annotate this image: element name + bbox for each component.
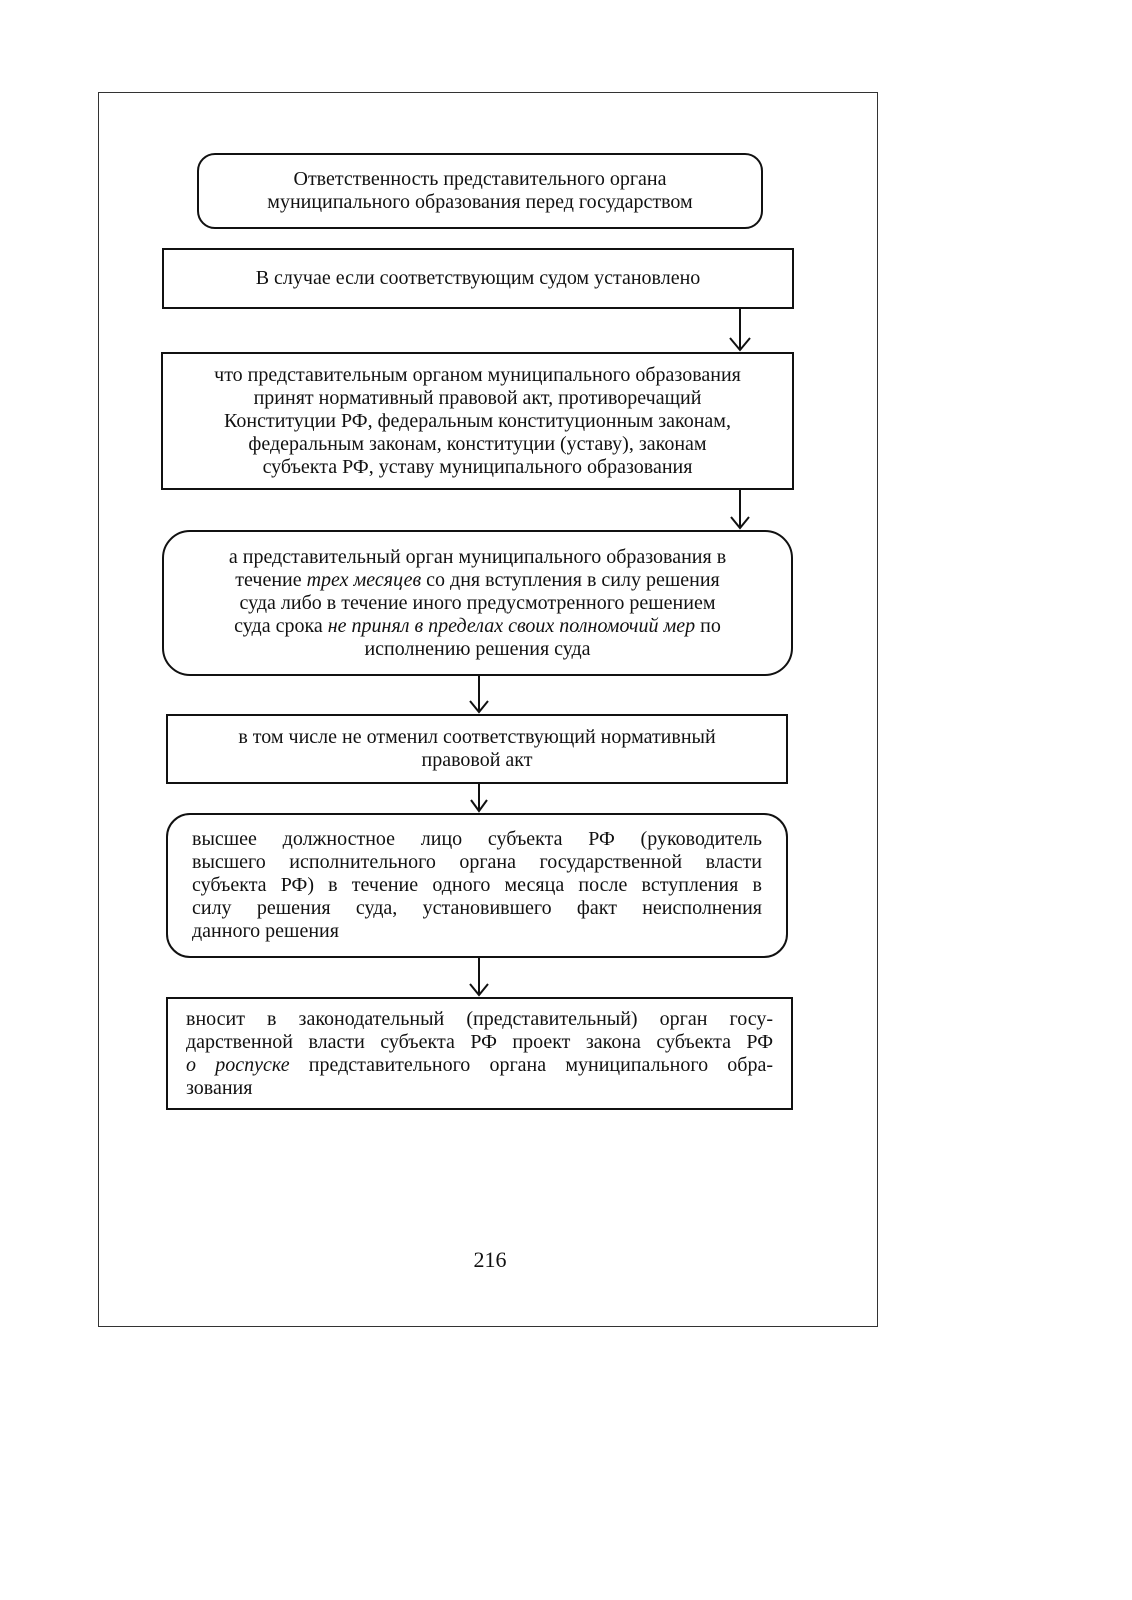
dissolution-line-2: дарственной власти субъекта РФ проект закона субъекта РФ — [186, 1030, 773, 1053]
not-repealed-box — [166, 714, 788, 784]
contradicting-act-line-2: принят нормативный правовой акт, противоречащий — [253, 386, 702, 409]
no-measures-emphasis: не принял в пределах своих полномочий мер — [327, 614, 696, 637]
governor-line-2: высшего исполнительного органа государственной власти — [192, 851, 762, 873]
not-repealed-line-2: правовой акт — [421, 749, 533, 771]
governor-line-5: данного решения — [192, 920, 339, 942]
court-established-text: В случае если соответствующим судом установлено — [255, 267, 701, 289]
no-measures-line-2: течение трех месяцев со дня вступления в силу решения — [235, 568, 720, 591]
governor-box — [166, 813, 788, 958]
no-measures-line-4: суда срока не принял в пределах своих полномочий мер по — [234, 614, 721, 637]
governor-line-3: субъекта РФ) в течение одного месяца после вступления в — [192, 874, 762, 896]
dissolution-line-4: зования — [186, 1076, 253, 1099]
court-established-box — [162, 248, 794, 309]
contradicting-act-line-5: субъекта РФ, уставу муниципального образования — [262, 455, 693, 478]
dissolution-bill-box — [166, 997, 793, 1110]
contradicting-act-box — [161, 352, 794, 490]
title-line-2: муниципального образования перед государством — [267, 191, 693, 213]
dissolution-emphasis: о роспуске — [186, 1053, 290, 1076]
no-measures-line-5: исполнению решения суда — [364, 637, 591, 660]
page-number: 216 — [473, 1247, 507, 1272]
contradicting-act-line-1: что представительным органом муниципального образования — [214, 363, 741, 386]
title-box — [197, 153, 763, 229]
contradicting-act-line-3: Конституции РФ, федеральным конституционным законам, — [224, 409, 731, 432]
no-measures-box — [162, 530, 793, 676]
three-months-emphasis: трех месяцев — [306, 568, 422, 591]
not-repealed-line-1: в том числе не отменил соответствующий нормативный — [238, 726, 716, 748]
governor-line-1: высшее должностное лицо субъекта РФ (руководитель — [192, 828, 762, 850]
dissolution-line-3: о роспуске представительного органа муниципального обра- — [186, 1053, 773, 1076]
no-measures-line-1: а представительный орган муниципального образования в — [228, 545, 727, 568]
contradicting-act-line-4: федеральным законам, конституции (уставу), законам — [248, 432, 707, 455]
dissolution-line-1: вносит в законодательный (представительный) орган госу- — [186, 1007, 773, 1030]
governor-line-4: силу решения суда, установившего факт неисполнения — [192, 897, 762, 919]
title-line-1: Ответственность представительного органа — [293, 168, 667, 190]
no-measures-line-3: суда либо в течение иного предусмотренного решением — [239, 591, 716, 614]
